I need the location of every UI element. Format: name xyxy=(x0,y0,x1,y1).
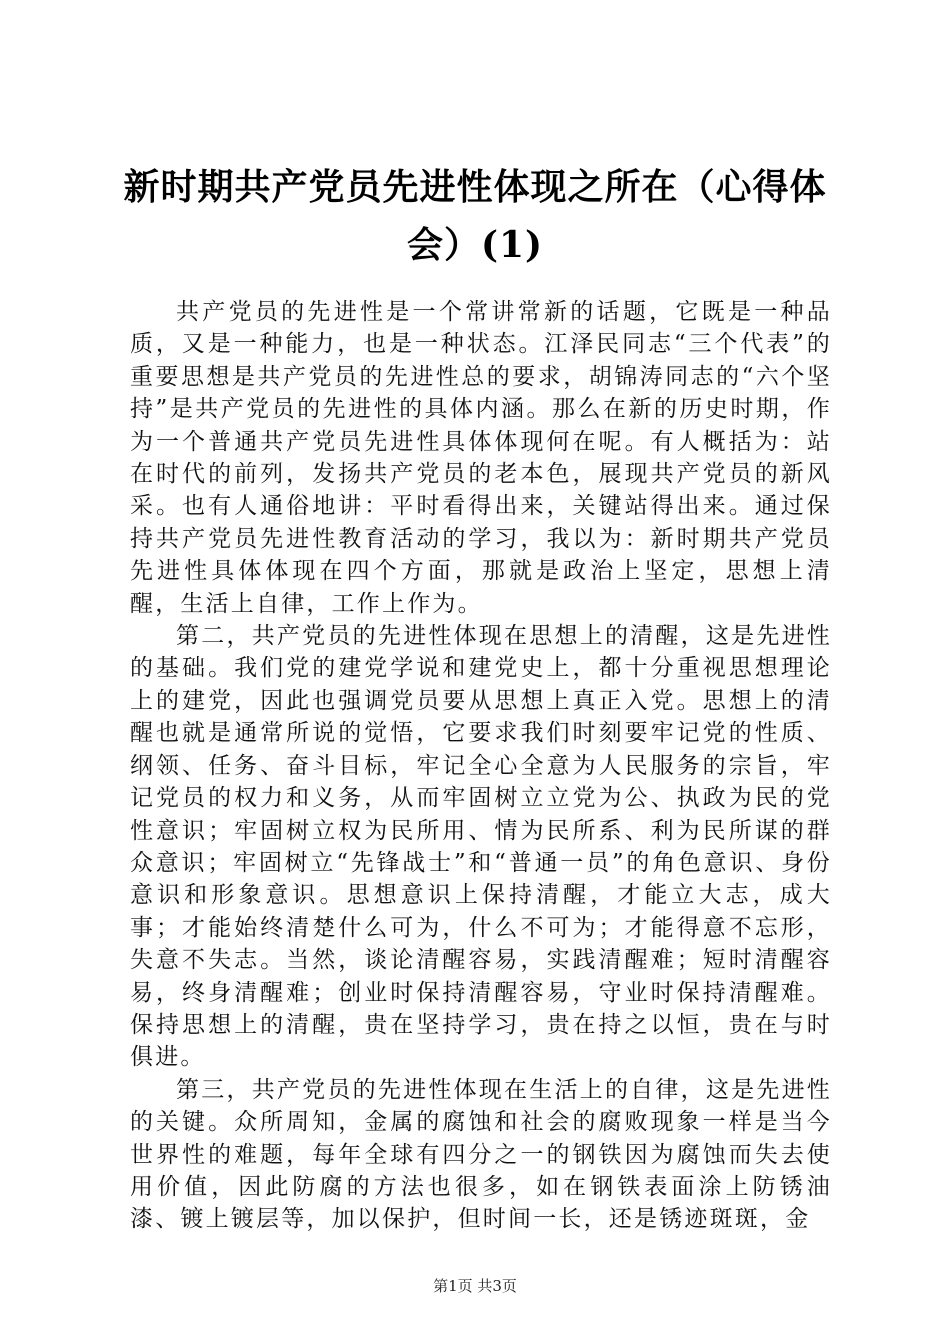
page-footer: 第1页 共3页 xyxy=(433,1277,517,1295)
paragraph-1: 共产党员的先进性是一个常讲常新的话题，它既是一种品质，又是一种能力，也是一种状态。江泽民同志“三个代表”的重要思想是共产党员的先进性总的要求，胡锦涛同志的“六个坚持”是共产党员的先进性的具体内涵。那么在新的历史时期，作为一个普通共产党员先进性具体体现何在呢。有人概括为：站在时代的前列，发扬共产党员的老本色，展现共产党员的新风采。也有人通俗地讲：平时看得出来，关键站得出来。通过保持共产党员先进性教育活动的学习，我以为：新时期共产党员先进性具体体现在四个方面，那就是政治上坚定，思想上清醒，生活上自律，工作上作为。 xyxy=(130,299,832,617)
paragraph-2: 第二，共产党员的先进性体现在思想上的清醒，这是先进性的基础。我们党的建党学说和建党史上，都十分重视思想理论上的建党，因此也强调党员要从思想上真正入党。思想上的清醒也就是通常所说的觉悟，它要求我们时刻要牢记党的性质、纲领、任务、奋斗目标，牢记全心全意为人民服务的宗旨，牢记党员的权力和义务，从而牢固树立立党为公、执政为民的党性意识；牢固树立权为民所用、情为民所系、利为民所谋的群众意识；牢固树立“先锋战士”和“普通一员”的角色意识、身份意识和形象意识。思想意识上保持清醒，才能立大志，成大事；才能始终清楚什么可为，什么不可为；才能得意不忘形，失意不失志。当然，谈论清醒容易，实践清醒难；短时清醒容易，终身清醒难；创业时保持清醒容易，守业时保持清醒难。保持思想上的清醒，贵在坚持学习，贵在持之以恒，贵在与时俱进。 xyxy=(130,623,832,1071)
document-body xyxy=(130,296,832,1236)
paragraph-3: 第三，共产党员的先进性体现在生活上的自律，这是先进性的关键。众所周知，金属的腐蚀和社会的腐败现象一样是当今世界性的难题，每年全球有四分之一的钢铁因为腐蚀而失去使用价值，因此防腐的方法也很多，如在钢铁表面涂上防锈油漆、镀上镀层等，加以保护，但时间一长，还是锈迹斑斑，金 xyxy=(130,1076,832,1233)
document-title: 新时期共产党员先进性体现之所在（心得体会）(1) xyxy=(123,166,827,266)
